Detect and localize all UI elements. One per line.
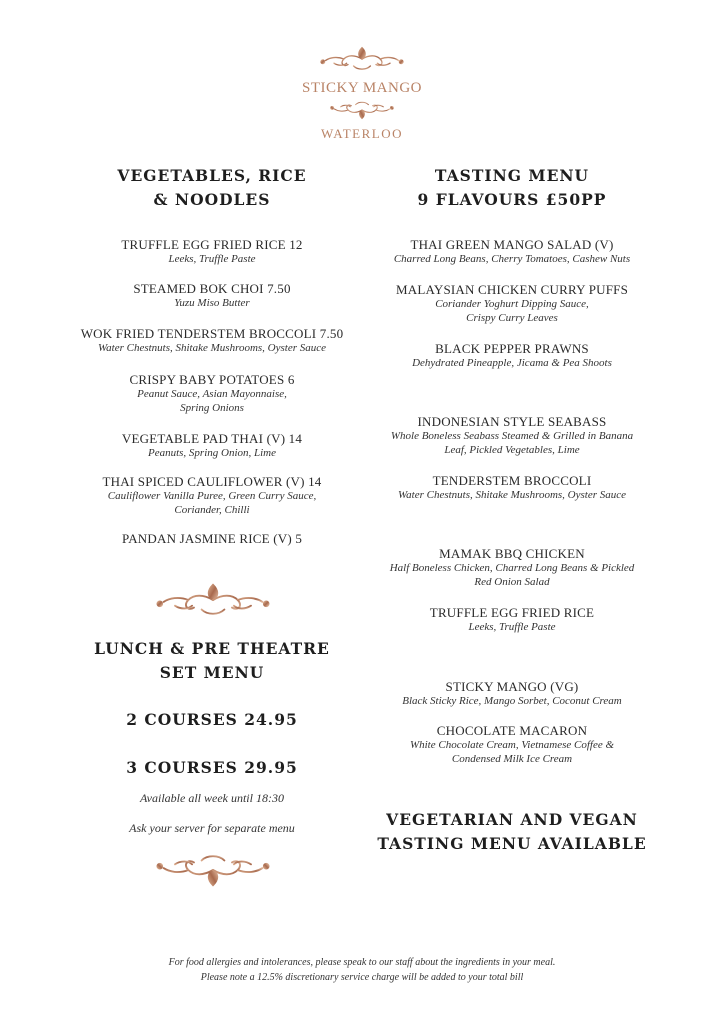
item-name: THAI GREEN MANGO SALAD (V) — [410, 237, 614, 252]
item-desc: Leaf, Pickled Vegetables, Lime — [444, 444, 580, 456]
menu-item — [42, 372, 382, 415]
right-heading — [362, 164, 662, 212]
heading-line: TASTING MENU — [434, 166, 590, 185]
menu-item — [42, 474, 382, 517]
availability-note: Available all week until 18:30 — [140, 791, 284, 805]
logo-location: WATERLOO — [320, 126, 404, 141]
item-desc: Peanuts, Spring Onion, Lime — [147, 447, 277, 459]
two-courses-price: 2 COURSES 24.95 — [126, 710, 298, 729]
footer-service-charge-note: Please note a 12.5% discretionary service charge will be added to your total bill — [200, 972, 524, 983]
item-desc: Crispy Curry Leaves — [466, 312, 558, 324]
item-desc: Water Chestnuts, Shitake Mushrooms, Oyster Sauce — [97, 342, 327, 354]
item-desc: Coriander Yoghurt Dipping Sauce, — [435, 298, 589, 310]
menu-item — [362, 237, 662, 266]
menu-item — [42, 281, 382, 310]
item-desc: Condensed Milk Ice Cream — [451, 753, 573, 765]
item-name: CHOCOLATE MACARON — [436, 723, 588, 738]
flourish-ornament-icon — [156, 580, 270, 620]
menu-item — [362, 341, 662, 370]
item-name: WOK FRIED TENDERSTEM BROCCOLI 7.50 — [80, 326, 344, 341]
item-name: TRUFFLE EGG FRIED RICE 12 — [121, 237, 303, 252]
item-name: CRISPY BABY POTATOES 6 — [129, 372, 295, 387]
item-name: TENDERSTEM BROCCOLI — [432, 473, 592, 488]
menu-item — [362, 723, 662, 766]
menu-item — [362, 679, 662, 708]
item-name: VEGETABLE PAD THAI (V) 14 — [121, 431, 303, 446]
item-desc: Water Chestnuts, Shitake Mushrooms, Oyster Sauce — [397, 489, 627, 501]
menu-item — [42, 326, 382, 355]
heading-line: & NOODLES — [153, 190, 271, 209]
menu-item — [42, 237, 382, 266]
menu-item — [362, 414, 662, 457]
item-desc: Half Boneless Chicken, Charred Long Beans & Pickled — [389, 562, 635, 574]
heading-line: TASTING MENU AVAILABLE — [377, 834, 647, 853]
item-name: THAI SPICED CAULIFLOWER (V) 14 — [102, 474, 322, 489]
item-name: STEAMED BOK CHOI 7.50 — [133, 281, 291, 296]
logo-name: STICKY MANGO — [301, 80, 423, 96]
heading-line: VEGETABLES, RICE — [117, 166, 307, 185]
item-desc: Dehydrated Pineapple, Jicama & Pea Shoots — [412, 357, 612, 369]
logo — [282, 42, 442, 148]
item-desc: Coriander, Chilli — [174, 504, 250, 516]
item-desc: Leeks, Truffle Paste — [468, 621, 556, 633]
item-name: MAMAK BBQ CHICKEN — [439, 546, 585, 561]
flourish-ornament-icon — [320, 42, 404, 76]
item-desc: Peanut Sauce, Asian Mayonnaise, — [137, 388, 287, 400]
item-name: MALAYSIAN CHICKEN CURRY PUFFS — [395, 282, 629, 297]
heading-line: VEGETARIAN AND VEGAN — [386, 810, 638, 829]
item-desc: Spring Onions — [180, 402, 244, 414]
item-desc: Leeks, Truffle Paste — [168, 253, 256, 265]
lunch-heading — [62, 637, 362, 685]
menu-item — [42, 531, 382, 546]
heading-line: LUNCH & PRE THEATRE — [94, 639, 330, 658]
flourish-ornament-icon — [330, 98, 394, 122]
left-heading — [62, 164, 362, 212]
item-desc: Black Sticky Rice, Mango Sorbet, Coconut Cream — [402, 695, 622, 707]
footer-allergy-note: For food allergies and intolerances, please speak to our staff about the ingredients in your meal. — [168, 957, 556, 968]
item-desc: Red Onion Salad — [474, 576, 550, 588]
menu-item — [42, 431, 382, 460]
footer — [40, 955, 684, 985]
heading-line: SET MENU — [159, 663, 265, 682]
three-courses-price: 3 COURSES 29.95 — [126, 758, 298, 777]
item-name: INDONESIAN STYLE SEABASS — [417, 414, 607, 429]
item-desc: Charred Long Beans, Cherry Tomatoes, Cashew Nuts — [393, 253, 631, 265]
item-name: STICKY MANGO (VG) — [445, 679, 579, 694]
flourish-ornament-icon — [156, 850, 270, 890]
item-desc: Cauliflower Vanilla Puree, Green Curry Sauce, — [107, 490, 317, 502]
heading-line: 9 FLAVOURS £50PP — [417, 190, 607, 209]
item-desc: Yuzu Miso Butter — [174, 297, 250, 309]
item-desc: Whole Boneless Seabass Steamed & Grilled in Banana — [390, 430, 634, 442]
menu-item — [362, 546, 662, 589]
server-note: Ask your server for separate menu — [129, 821, 295, 835]
menu-item — [362, 282, 662, 325]
menu-item — [362, 605, 662, 634]
vegetarian-vegan-note — [352, 808, 672, 856]
menu-item — [362, 473, 662, 502]
item-name: BLACK PEPPER PRAWNS — [435, 341, 589, 356]
item-name: TRUFFLE EGG FRIED RICE — [429, 605, 595, 620]
item-desc: White Chocolate Cream, Vietnamese Coffee & — [409, 739, 615, 751]
item-name: PANDAN JASMINE RICE (V) 5 — [121, 531, 303, 546]
